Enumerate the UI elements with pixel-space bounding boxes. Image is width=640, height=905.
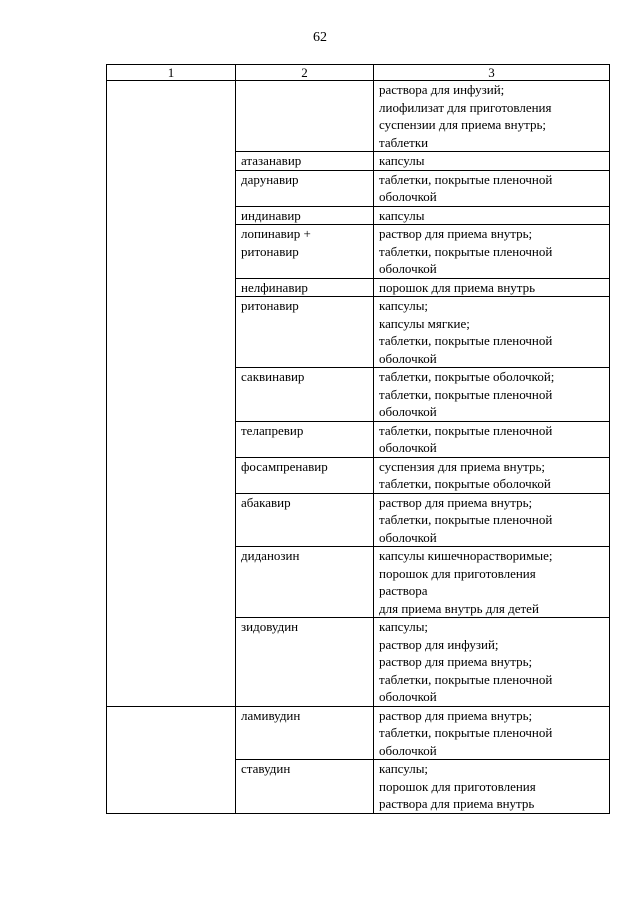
dosage-form-line: раствора: [379, 583, 428, 598]
dosage-form-line: порошок для приготовления: [379, 778, 536, 794]
dosage-forms-cell: [374, 225, 610, 279]
dosage-forms-cell: [374, 457, 610, 493]
drug-name-cell: диданозин: [236, 547, 374, 618]
dosage-form-line: таблетки, покрытые оболочкой;: [379, 369, 555, 384]
dosage-form-line: раствора для приема внутрь: [379, 796, 535, 811]
drug-name-cell: лопинавир + ритонавир: [236, 225, 374, 279]
dosage-forms-cell: [374, 421, 610, 457]
dosage-form-line: лиофилизат для приготовления: [379, 99, 552, 115]
dosage-form-line: капсулы;: [379, 619, 429, 634]
table-header-row: [107, 65, 610, 81]
dosage-form-line: раствор для приема внутрь;: [379, 707, 533, 723]
drug-name-cell: нелфинавир: [236, 278, 374, 297]
dosage-form-line: таблетки, покрытые пленочной: [379, 512, 553, 527]
column-header-3: 3: [374, 65, 610, 81]
drug-name-cell: абакавир: [236, 493, 374, 547]
dosage-forms-cell: [374, 170, 610, 206]
page-number: 62: [313, 30, 327, 45]
dosage-form-line: для приема внутрь для детей: [379, 600, 539, 616]
drug-name-cell: ритонавир: [236, 297, 374, 368]
dosage-form-line: оболочкой: [379, 350, 437, 366]
dosage-form-line: таблетки, покрытые оболочкой: [379, 476, 551, 491]
dosage-forms-cell: [374, 278, 610, 297]
dosage-form-line: оболочкой: [379, 261, 437, 276]
dosage-form-line: раствор для приема внутрь;: [379, 226, 533, 241]
dosage-form-line: раствора для инфузий;: [379, 82, 505, 97]
dosage-forms-cell: [374, 81, 610, 152]
dosage-form-line: оболочкой: [379, 742, 437, 758]
dosage-forms-cell: [374, 368, 610, 422]
dosage-form-line: капсулы кишечнорастворимые;: [379, 548, 553, 563]
table-row: [107, 706, 610, 760]
group-cell: [107, 706, 236, 813]
dosage-forms-cell: [374, 297, 610, 368]
dosage-forms-cell: [374, 152, 610, 171]
dosage-form-line: капсулы: [379, 153, 425, 168]
dosage-form-line: раствор для инфузий;: [379, 636, 499, 652]
dosage-forms-cell: [374, 493, 610, 547]
dosage-forms-cell: [374, 760, 610, 814]
dosage-form-line: оболочкой: [379, 529, 437, 545]
dosage-form-line: оболочкой: [379, 404, 437, 419]
dosage-forms-cell: [374, 547, 610, 618]
drug-name-cell: фосампренавир: [236, 457, 374, 493]
drug-name-cell: дарунавир: [236, 170, 374, 206]
drug-name-cell: телапревир: [236, 421, 374, 457]
drug-name-cell: [236, 81, 374, 152]
dosage-forms-cell: [374, 618, 610, 707]
dosage-form-line: таблетки, покрытые пленочной: [379, 333, 553, 348]
dosage-form-line: оболочкой: [379, 189, 437, 204]
column-header-2: 2: [236, 65, 374, 81]
dosage-form-line: оболочкой: [379, 440, 437, 455]
dosage-form-line: капсулы;: [379, 298, 429, 313]
dosage-form-line: раствор для приема внутрь;: [379, 494, 533, 510]
drug-name-cell: ставудин: [236, 760, 374, 814]
dosage-form-line: суспензии для приема внутрь;: [379, 117, 547, 132]
drug-name-cell: зидовудин: [236, 618, 374, 707]
drug-name-cell: ламивудин: [236, 706, 374, 760]
drug-name-cell: саквинавир: [236, 368, 374, 422]
dosage-form-line: таблетки: [379, 134, 429, 150]
dosage-forms-cell: [374, 206, 610, 225]
drug-name-cell: атазанавир: [236, 152, 374, 171]
drug-name-cell: индинавир: [236, 206, 374, 225]
dosage-form-line: таблетки, покрытые пленочной: [379, 386, 553, 402]
dosage-forms-cell: [374, 706, 610, 760]
dosage-form-line: таблетки, покрытые пленочной: [379, 725, 553, 740]
dosage-form-line: таблетки, покрытые пленочной: [379, 243, 553, 259]
table-body: [107, 81, 610, 814]
group-cell: [107, 81, 236, 707]
dosage-form-line: суспензия для приема внутрь;: [379, 458, 546, 474]
dosage-form-line: капсулы;: [379, 761, 429, 776]
table-row: [107, 81, 610, 152]
dosage-form-line: порошок для приготовления: [379, 565, 536, 581]
dosage-form-line: капсулы: [379, 207, 425, 223]
dosage-form-line: таблетки, покрытые пленочной: [379, 171, 553, 187]
dosage-form-line: раствор для приема внутрь;: [379, 654, 533, 669]
dosage-form-line: капсулы мягкие;: [379, 315, 470, 331]
dosage-form-line: таблетки, покрытые пленочной: [379, 422, 553, 438]
dosage-form-line: оболочкой: [379, 689, 437, 704]
dosage-form-line: порошок для приема внутрь: [379, 279, 536, 295]
drug-table: [106, 64, 610, 814]
dosage-form-line: таблетки, покрытые пленочной: [379, 671, 553, 687]
column-header-1: 1: [107, 65, 236, 81]
